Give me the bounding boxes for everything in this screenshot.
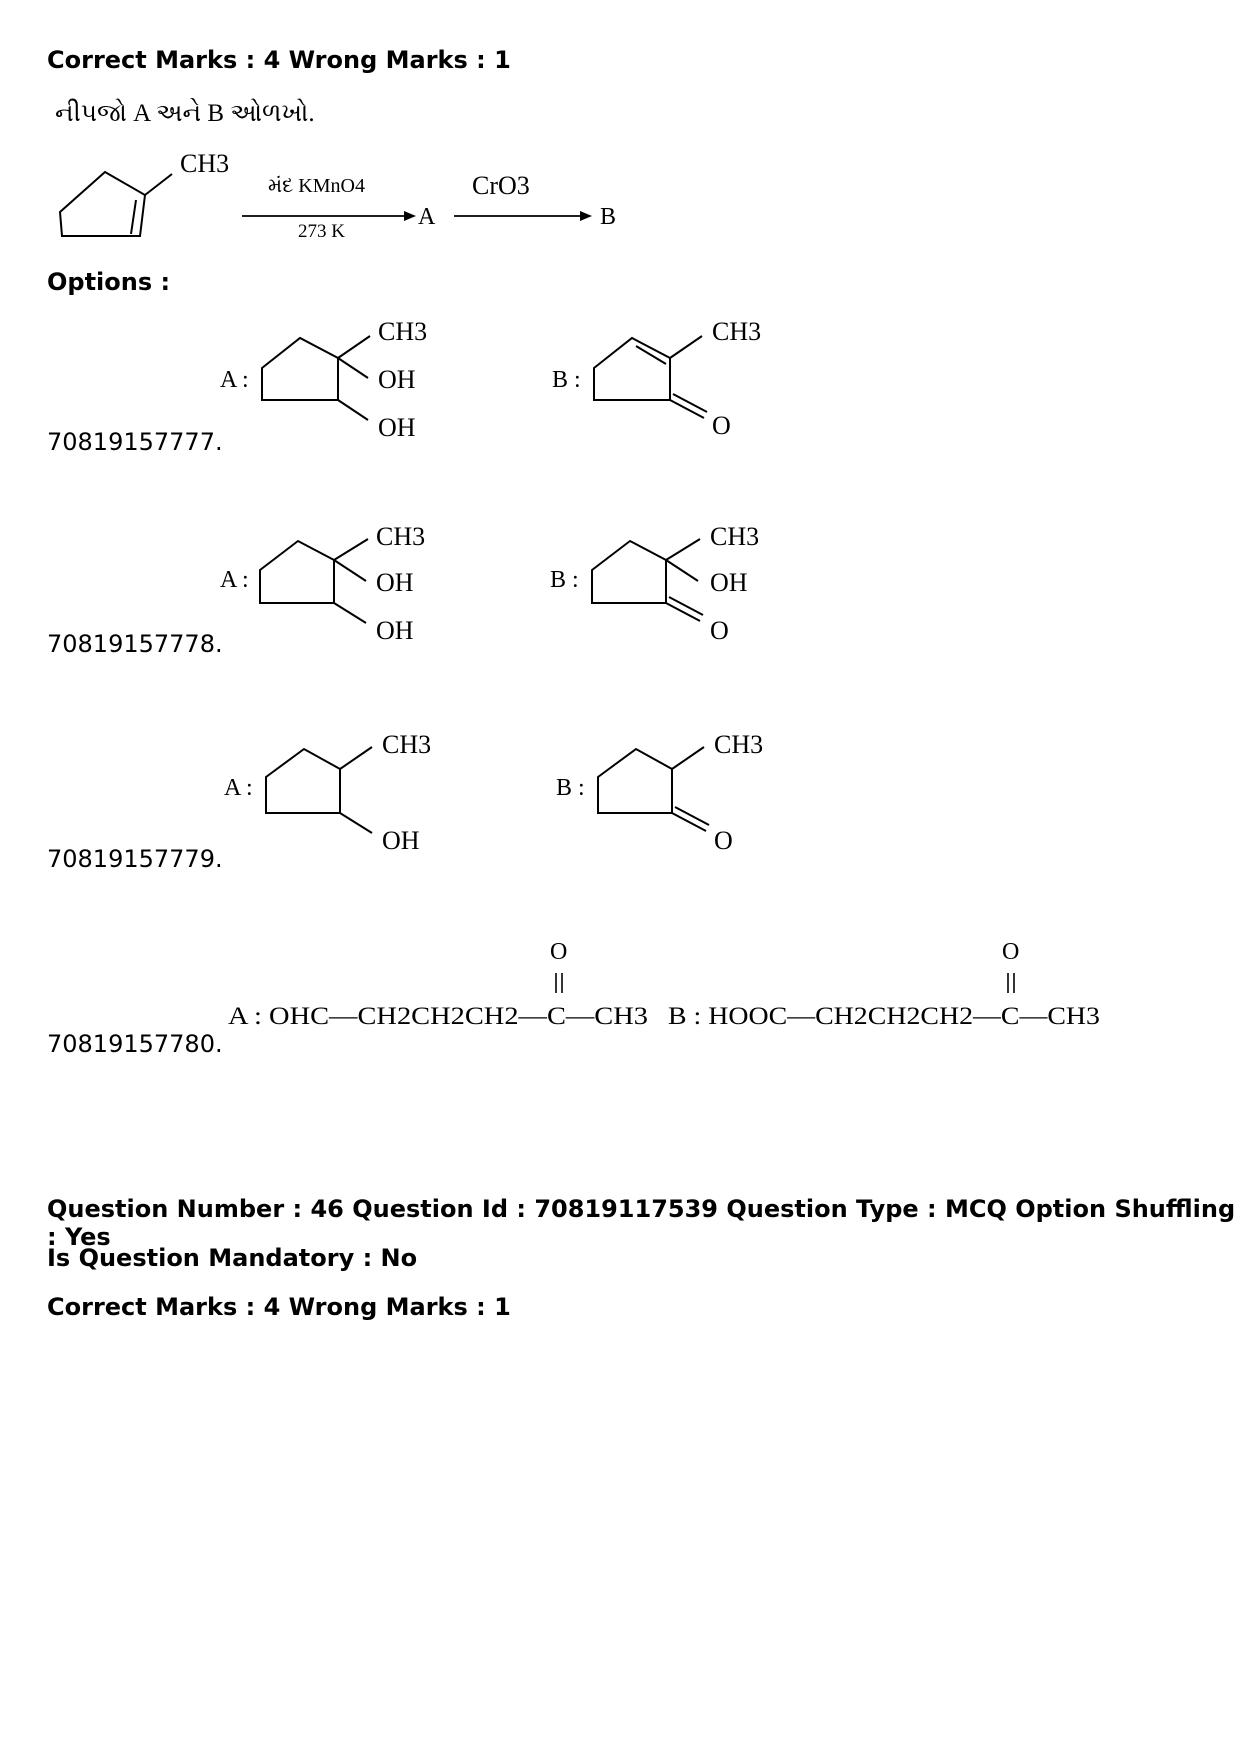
option-1-a-label: A : (220, 367, 249, 393)
reaction-scheme (40, 140, 620, 250)
option-2-a-oh2: OH (376, 616, 414, 645)
double-bond-line (131, 200, 136, 234)
reagent1-bottom: 273 K (298, 221, 345, 242)
next-question-line1: Question Number : 46 Question Id : 70819117539 Question Type : MCQ Option Shuffling : Yes (47, 1195, 1236, 1251)
product-b-label: B (600, 204, 617, 230)
option-4-b-carbonyl-o: O (1002, 939, 1020, 965)
option-4-structures (220, 935, 1120, 1045)
option-1-a-oh2: OH (378, 413, 416, 442)
product-a-label: A (418, 204, 436, 230)
option-2-b-label: B : (550, 567, 579, 593)
option-2-a-label: A : (220, 567, 249, 593)
next-question-line2: Is Question Mandatory : No (47, 1244, 418, 1272)
option-3-structures (210, 725, 810, 865)
reactant-methyl: CH3 (180, 149, 230, 178)
option-1-b-o: O (712, 411, 731, 440)
arrow1-head (404, 211, 416, 221)
option-3-b-ch3: CH3 (714, 730, 764, 759)
option-2-b-o: O (710, 616, 729, 645)
options-label: Options : (47, 268, 171, 296)
next-question-line3: Correct Marks : 4 Wrong Marks : 1 (47, 1293, 511, 1321)
option-1-id: 70819157777. (47, 428, 223, 456)
option-1-structures (210, 310, 810, 450)
option-3-b-label: B : (556, 775, 585, 801)
methyl-bond (145, 174, 172, 195)
reagent2: CrO3 (472, 171, 530, 200)
reagent1-top: મંદ KMnO4 (268, 175, 365, 197)
option-3-a-ch3: CH3 (382, 730, 432, 759)
option-1-a-oh1: OH (378, 365, 416, 394)
question-prompt: નીપજો A અને B ઓળખો. (55, 100, 315, 127)
option-2-structures (210, 515, 810, 655)
option-1-b-ring (594, 338, 670, 400)
option-4-b-formula: B : HOOC—CH2CH2CH2—C—CH3 (668, 1003, 1100, 1030)
option-4-a-carbonyl-o: O (550, 939, 568, 965)
option-1-b-label: B : (552, 367, 581, 393)
option-3-b-o: O (714, 826, 733, 855)
option-4-a-formula: A : OHC—CH2CH2CH2—C—CH3 (228, 1003, 648, 1030)
option-1-b-ch3: CH3 (712, 317, 762, 346)
option-2-id: 70819157778. (47, 630, 223, 658)
option-2-a-oh1: OH (376, 568, 414, 597)
arrow2-head (580, 211, 592, 221)
option-3-b-ring (598, 749, 672, 813)
option-2-b-ring (592, 541, 666, 603)
marks-line: Correct Marks : 4 Wrong Marks : 1 (47, 46, 511, 74)
option-1-a-ch3: CH3 (378, 317, 428, 346)
option-3-id: 70819157779. (47, 845, 223, 873)
option-3-a-oh: OH (382, 826, 420, 855)
option-3-a-ring (266, 749, 340, 813)
reactant-structure (60, 172, 172, 236)
option-3-a-label: A : (224, 775, 253, 801)
option-1-a-ring (262, 338, 338, 400)
option-2-a-ring (260, 541, 334, 603)
option-2-b-oh: OH (710, 568, 748, 597)
option-2-a-ch3: CH3 (376, 522, 426, 551)
option-2-b-ch3: CH3 (710, 522, 760, 551)
option-4-id: 70819157780. (47, 1030, 223, 1058)
